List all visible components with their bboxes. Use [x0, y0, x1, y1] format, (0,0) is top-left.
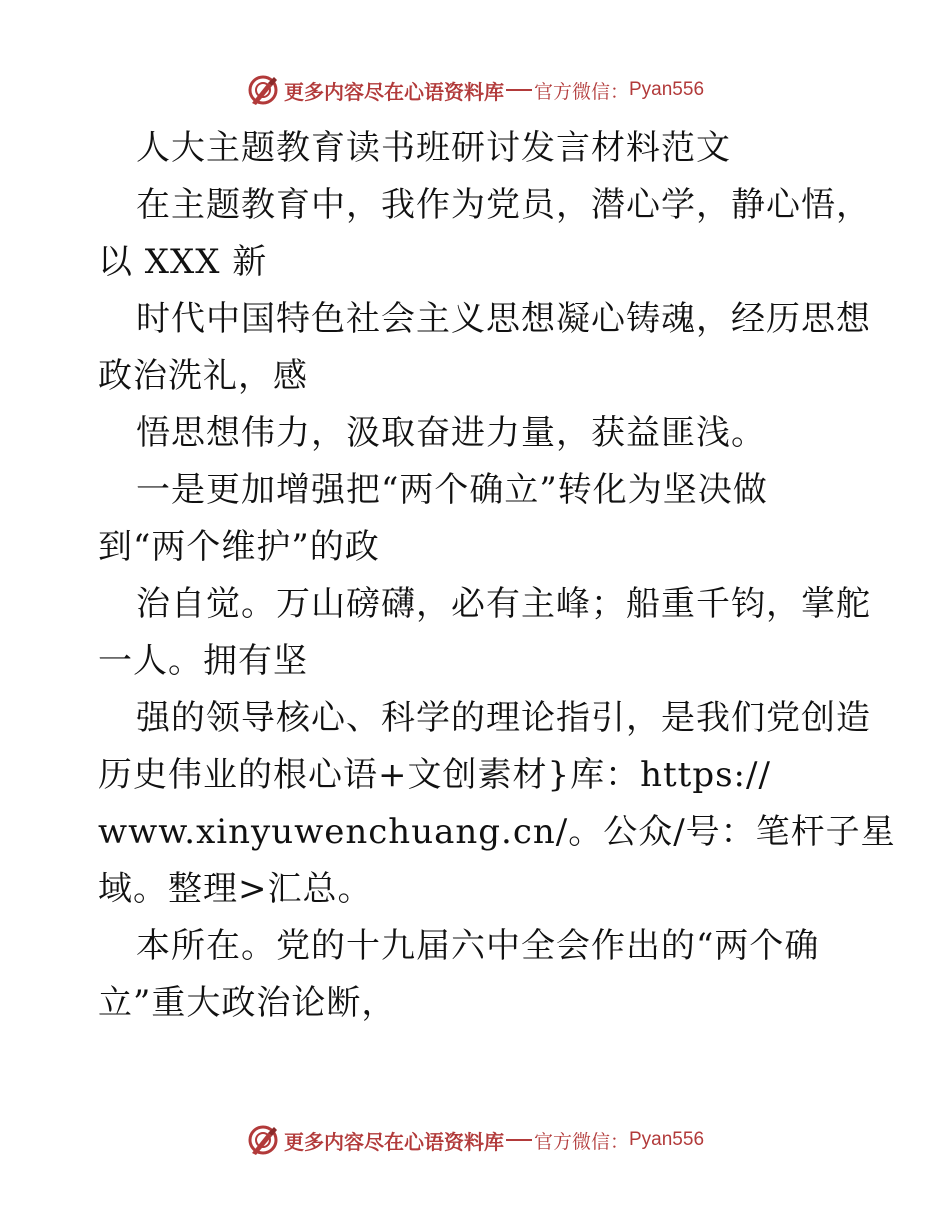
- paragraph-line: 悟思想伟力，汲取奋进力量，获益匪浅。: [136, 413, 766, 453]
- paragraph-line: 在主题教育中，我作为党员，潜心学，静心悟，: [136, 185, 871, 225]
- paragraph-line: 强的领导核心、科学的理论指引，是我们党创造: [136, 698, 871, 738]
- paragraph-line: 本所在。党的十九届六中全会作出的“两个确: [136, 926, 820, 966]
- banner-dash: [506, 1139, 532, 1141]
- document-body: [98, 120, 896, 1032]
- pen-logo-icon: [246, 73, 280, 107]
- banner-title: 更多内容尽在心语资料库: [283, 1129, 504, 1154]
- paragraph-line: 到“两个维护”的政: [98, 527, 380, 567]
- paragraph-line: 立”重大政治论断，: [98, 983, 397, 1023]
- banner-title: 更多内容尽在心语资料库: [283, 79, 504, 104]
- paragraph-line: www.xinyuwenchuang.cn/。公众/号：笔杆子星: [98, 812, 896, 852]
- paragraph-line: 一人。拥有坚: [98, 641, 308, 681]
- paragraph-line: 历史伟业的根心语+文创素材}库：https://: [98, 755, 771, 795]
- pen-logo-icon: [246, 1123, 280, 1157]
- document-title: 人大主题教育读书班研讨发言材料范文: [136, 128, 731, 168]
- header-banner: [0, 70, 950, 110]
- banner-label: 官方微信：: [533, 1130, 629, 1153]
- banner-dash: [506, 89, 532, 91]
- paragraph-line: 一是更加增强把“两个确立”转化为坚决做: [136, 470, 768, 510]
- paragraph-line: 以 XXX 新: [98, 242, 268, 282]
- paragraph-line: 政治洗礼，感: [98, 356, 308, 396]
- banner-wechat-id: Pyan556: [629, 79, 705, 100]
- banner-label: 官方微信：: [533, 80, 629, 103]
- banner-wechat-id: Pyan556: [629, 1129, 705, 1150]
- paragraph-line: 时代中国特色社会主义思想凝心铸魂，经历思想: [136, 299, 871, 339]
- paragraph-line: 域。整理>汇总。: [98, 869, 373, 909]
- paragraph-line: 治自觉。万山磅礴，必有主峰；船重千钧，掌舵: [136, 584, 871, 624]
- footer-banner: [0, 1120, 950, 1160]
